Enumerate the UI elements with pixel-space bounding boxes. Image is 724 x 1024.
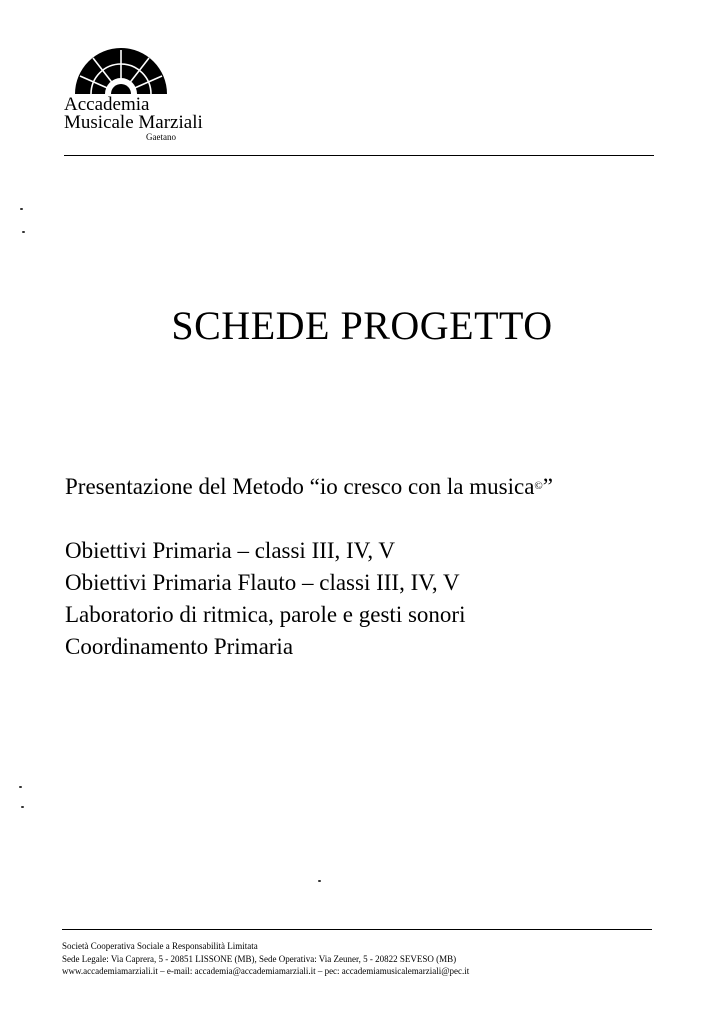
list-item: Laboratorio di ritmica, parole e gesti sonori	[65, 602, 466, 627]
footer-divider	[62, 929, 652, 930]
scan-speck	[318, 880, 321, 882]
footer-addresses: Sede Legale: Via Caprera, 5 - 20851 LISSONE (MB), Sede Operativa: Via Zeuner, 5 - 20822 SEVESO (MB)	[62, 953, 457, 964]
logo-name	[64, 96, 203, 132]
project-list	[65, 470, 553, 663]
page-title: SCHEDE PROGETTO	[171, 303, 553, 348]
logo-emblem-icon	[71, 44, 171, 96]
footer-contacts: www.accademiamarziali.it – e-mail: accademia@accademiamarziali.it – pec: accademiamusicalemarziali@pec.it	[62, 966, 470, 976]
footer	[62, 940, 469, 978]
logo-line-3: Gaetano	[146, 132, 176, 142]
header-divider	[64, 155, 654, 156]
logo-line-2: Musicale Marziali	[64, 112, 203, 133]
intro-prefix: Presentazione del Metodo “io cresco con la musica	[65, 474, 535, 499]
logo-line-1: Accademia	[64, 94, 150, 115]
scan-speck	[22, 231, 25, 233]
intro-suffix: ”	[542, 474, 553, 499]
list-item: Obiettivi Primaria Flauto – classi III, IV, V	[65, 570, 460, 595]
scan-speck	[21, 806, 24, 808]
scan-speck	[20, 208, 23, 210]
footer-company: Società Cooperativa Sociale a Responsabilità Limitata	[62, 941, 258, 951]
list-item: Coordinamento Primaria	[65, 634, 294, 659]
list-item: Obiettivi Primaria – classi III, IV, V	[65, 538, 396, 563]
scan-speck	[19, 786, 22, 788]
copyright-mark: ©	[534, 480, 543, 492]
spacer	[65, 503, 553, 535]
logo	[64, 40, 234, 152]
intro-line	[65, 470, 553, 503]
